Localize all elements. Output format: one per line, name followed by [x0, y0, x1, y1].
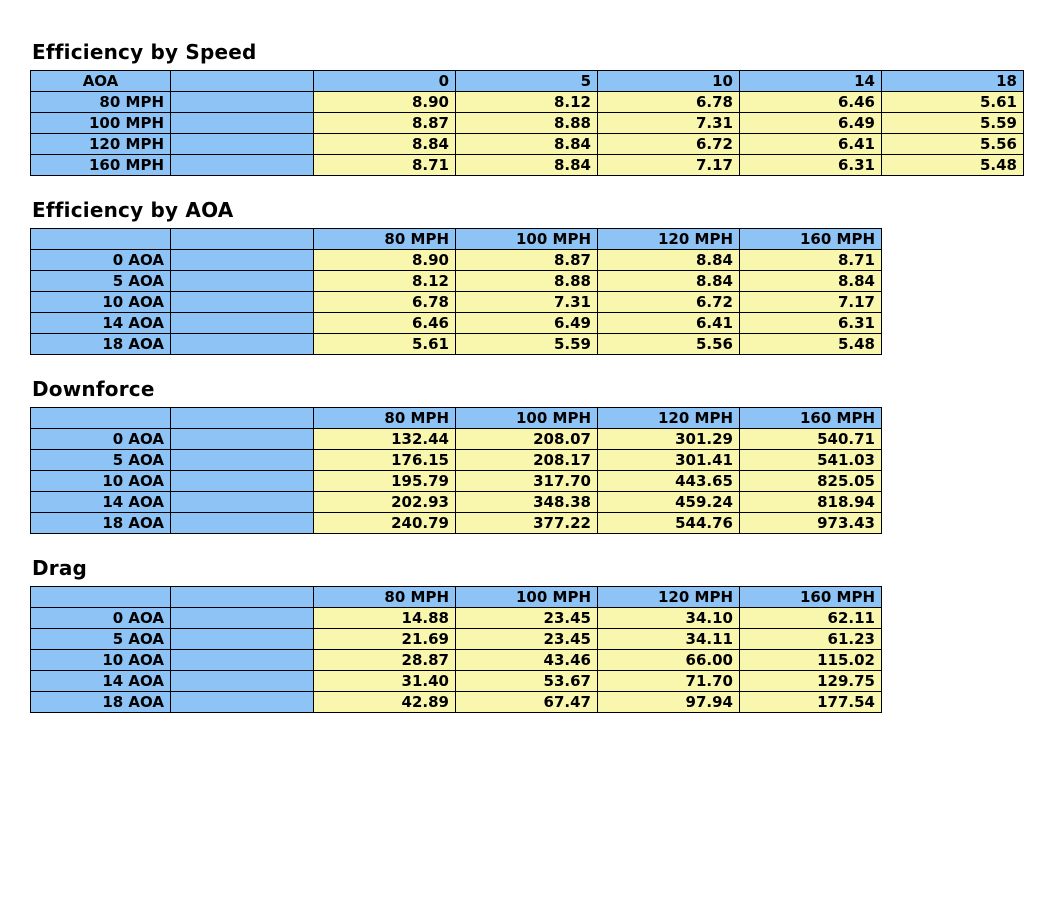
data-cell: 973.43	[740, 513, 882, 534]
column-header: 160 MPH	[740, 587, 882, 608]
page-title-efficiency-by-speed: Efficiency by Speed	[32, 40, 257, 64]
spacer-cell	[171, 229, 314, 250]
data-cell: 6.41	[598, 313, 740, 334]
column-header: 14	[740, 71, 882, 92]
data-cell: 8.84	[598, 271, 740, 292]
spacer-cell	[171, 471, 314, 492]
data-cell: 132.44	[314, 429, 456, 450]
data-cell: 8.90	[314, 92, 456, 113]
data-cell: 6.72	[598, 292, 740, 313]
data-cell: 71.70	[598, 671, 740, 692]
row-header: 10 AOA	[31, 650, 171, 671]
data-cell: 459.24	[598, 492, 740, 513]
column-header: 160 MPH	[740, 408, 882, 429]
table-row	[31, 608, 882, 629]
data-cell: 8.12	[456, 92, 598, 113]
page-title-downforce: Downforce	[32, 377, 155, 401]
table-header-row	[31, 587, 882, 608]
row-header: 18 AOA	[31, 334, 171, 355]
data-cell: 8.71	[740, 250, 882, 271]
table-row	[31, 292, 882, 313]
spacer-cell	[171, 92, 314, 113]
data-cell: 301.29	[598, 429, 740, 450]
data-cell: 5.48	[740, 334, 882, 355]
table-row	[31, 429, 882, 450]
column-header: 100 MPH	[456, 408, 598, 429]
corner-label	[31, 587, 171, 608]
table-row	[31, 629, 882, 650]
data-cell: 6.41	[740, 134, 882, 155]
data-cell: 67.47	[456, 692, 598, 713]
spacer-cell	[171, 671, 314, 692]
data-cell: 5.56	[882, 134, 1024, 155]
data-cell: 5.61	[882, 92, 1024, 113]
column-header: 80 MPH	[314, 408, 456, 429]
data-cell: 5.61	[314, 334, 456, 355]
column-header: 18	[882, 71, 1024, 92]
data-cell: 8.84	[598, 250, 740, 271]
data-cell: 8.90	[314, 250, 456, 271]
spacer-cell	[171, 408, 314, 429]
data-cell: 129.75	[740, 671, 882, 692]
row-header: 5 AOA	[31, 629, 171, 650]
data-cell: 818.94	[740, 492, 882, 513]
column-header: 120 MPH	[598, 587, 740, 608]
data-cell: 31.40	[314, 671, 456, 692]
column-header: 10	[598, 71, 740, 92]
data-cell: 6.78	[598, 92, 740, 113]
data-cell: 176.15	[314, 450, 456, 471]
data-cell: 6.46	[740, 92, 882, 113]
column-header: 100 MPH	[456, 587, 598, 608]
spacer-cell	[171, 334, 314, 355]
spacer-cell	[171, 629, 314, 650]
data-cell: 443.65	[598, 471, 740, 492]
corner-label: AOA	[31, 71, 171, 92]
corner-label	[31, 229, 171, 250]
data-cell: 42.89	[314, 692, 456, 713]
row-header: 160 MPH	[31, 155, 171, 176]
spacer-cell	[171, 271, 314, 292]
table-row	[31, 155, 1024, 176]
data-cell: 8.84	[456, 134, 598, 155]
column-header: 5	[456, 71, 598, 92]
data-cell: 7.17	[740, 292, 882, 313]
spacer-cell	[171, 608, 314, 629]
data-cell: 6.31	[740, 313, 882, 334]
page-title-drag: Drag	[32, 556, 88, 580]
data-cell: 208.07	[456, 429, 598, 450]
data-cell: 8.71	[314, 155, 456, 176]
data-cell: 66.00	[598, 650, 740, 671]
data-cell: 6.49	[456, 313, 598, 334]
row-header: 5 AOA	[31, 271, 171, 292]
table-header-row	[31, 408, 882, 429]
data-cell: 8.87	[456, 250, 598, 271]
spacer-cell	[171, 587, 314, 608]
row-header: 5 AOA	[31, 450, 171, 471]
data-cell: 6.78	[314, 292, 456, 313]
data-cell: 23.45	[456, 629, 598, 650]
column-header: 0	[314, 71, 456, 92]
row-header: 0 AOA	[31, 429, 171, 450]
spacer-cell	[171, 692, 314, 713]
table-row	[31, 471, 882, 492]
data-cell: 62.11	[740, 608, 882, 629]
column-header: 100 MPH	[456, 229, 598, 250]
column-header: 160 MPH	[740, 229, 882, 250]
data-cell: 825.05	[740, 471, 882, 492]
table-row	[31, 492, 882, 513]
data-cell: 348.38	[456, 492, 598, 513]
data-cell: 544.76	[598, 513, 740, 534]
data-cell: 28.87	[314, 650, 456, 671]
table-row	[31, 313, 882, 334]
spacer-cell	[171, 113, 314, 134]
data-cell: 43.46	[456, 650, 598, 671]
table-efficiency-by-aoa	[30, 228, 882, 355]
table-row	[31, 134, 1024, 155]
section-efficiency-by-aoa	[30, 198, 1047, 355]
data-cell: 115.02	[740, 650, 882, 671]
table-row	[31, 92, 1024, 113]
data-cell: 7.31	[598, 113, 740, 134]
table-row	[31, 671, 882, 692]
spacer-cell	[171, 429, 314, 450]
table-row	[31, 250, 882, 271]
table-row	[31, 650, 882, 671]
data-cell: 6.72	[598, 134, 740, 155]
data-cell: 377.22	[456, 513, 598, 534]
data-cell: 5.56	[598, 334, 740, 355]
spacer-cell	[171, 292, 314, 313]
row-header: 14 AOA	[31, 313, 171, 334]
data-cell: 6.46	[314, 313, 456, 334]
table-drag	[30, 586, 882, 713]
row-header: 10 AOA	[31, 292, 171, 313]
data-cell: 8.88	[456, 271, 598, 292]
data-cell: 240.79	[314, 513, 456, 534]
spacer-cell	[171, 492, 314, 513]
data-cell: 34.11	[598, 629, 740, 650]
row-header: 120 MPH	[31, 134, 171, 155]
table-row	[31, 113, 1024, 134]
row-header: 14 AOA	[31, 671, 171, 692]
table-header-row	[31, 71, 1024, 92]
data-cell: 34.10	[598, 608, 740, 629]
data-cell: 97.94	[598, 692, 740, 713]
section-drag	[30, 556, 1047, 713]
row-header: 0 AOA	[31, 250, 171, 271]
spacer-cell	[171, 71, 314, 92]
data-cell: 8.12	[314, 271, 456, 292]
data-cell: 5.48	[882, 155, 1024, 176]
column-header: 80 MPH	[314, 587, 456, 608]
row-header: 80 MPH	[31, 92, 171, 113]
row-header: 0 AOA	[31, 608, 171, 629]
data-cell: 195.79	[314, 471, 456, 492]
table-efficiency-by-speed	[30, 70, 1024, 176]
data-cell: 317.70	[456, 471, 598, 492]
page-title-efficiency-by-aoa: Efficiency by AOA	[32, 198, 234, 222]
spacer-cell	[171, 450, 314, 471]
column-header: 80 MPH	[314, 229, 456, 250]
data-cell: 8.84	[314, 134, 456, 155]
data-cell: 5.59	[456, 334, 598, 355]
section-downforce	[30, 377, 1047, 534]
data-cell: 5.59	[882, 113, 1024, 134]
spacer-cell	[171, 155, 314, 176]
corner-label	[31, 408, 171, 429]
data-cell: 23.45	[456, 608, 598, 629]
section-efficiency-by-speed	[30, 40, 1047, 176]
data-cell: 202.93	[314, 492, 456, 513]
row-header: 14 AOA	[31, 492, 171, 513]
spacer-cell	[171, 134, 314, 155]
data-cell: 61.23	[740, 629, 882, 650]
table-header-row	[31, 229, 882, 250]
spacer-cell	[171, 250, 314, 271]
table-row	[31, 450, 882, 471]
data-cell: 8.87	[314, 113, 456, 134]
spacer-cell	[171, 513, 314, 534]
column-header: 120 MPH	[598, 408, 740, 429]
column-header: 120 MPH	[598, 229, 740, 250]
spacer-cell	[171, 650, 314, 671]
data-cell: 208.17	[456, 450, 598, 471]
data-cell: 6.49	[740, 113, 882, 134]
data-cell: 8.84	[740, 271, 882, 292]
data-cell: 177.54	[740, 692, 882, 713]
table-downforce	[30, 407, 882, 534]
data-cell: 7.17	[598, 155, 740, 176]
data-cell: 8.88	[456, 113, 598, 134]
data-cell: 540.71	[740, 429, 882, 450]
data-cell: 6.31	[740, 155, 882, 176]
row-header: 18 AOA	[31, 692, 171, 713]
spacer-cell	[171, 313, 314, 334]
data-cell: 53.67	[456, 671, 598, 692]
data-cell: 14.88	[314, 608, 456, 629]
data-cell: 301.41	[598, 450, 740, 471]
table-row	[31, 334, 882, 355]
data-cell: 21.69	[314, 629, 456, 650]
data-cell: 8.84	[456, 155, 598, 176]
data-cell: 7.31	[456, 292, 598, 313]
row-header: 18 AOA	[31, 513, 171, 534]
data-cell: 541.03	[740, 450, 882, 471]
table-row	[31, 692, 882, 713]
row-header: 10 AOA	[31, 471, 171, 492]
table-row	[31, 271, 882, 292]
row-header: 100 MPH	[31, 113, 171, 134]
table-row	[31, 513, 882, 534]
